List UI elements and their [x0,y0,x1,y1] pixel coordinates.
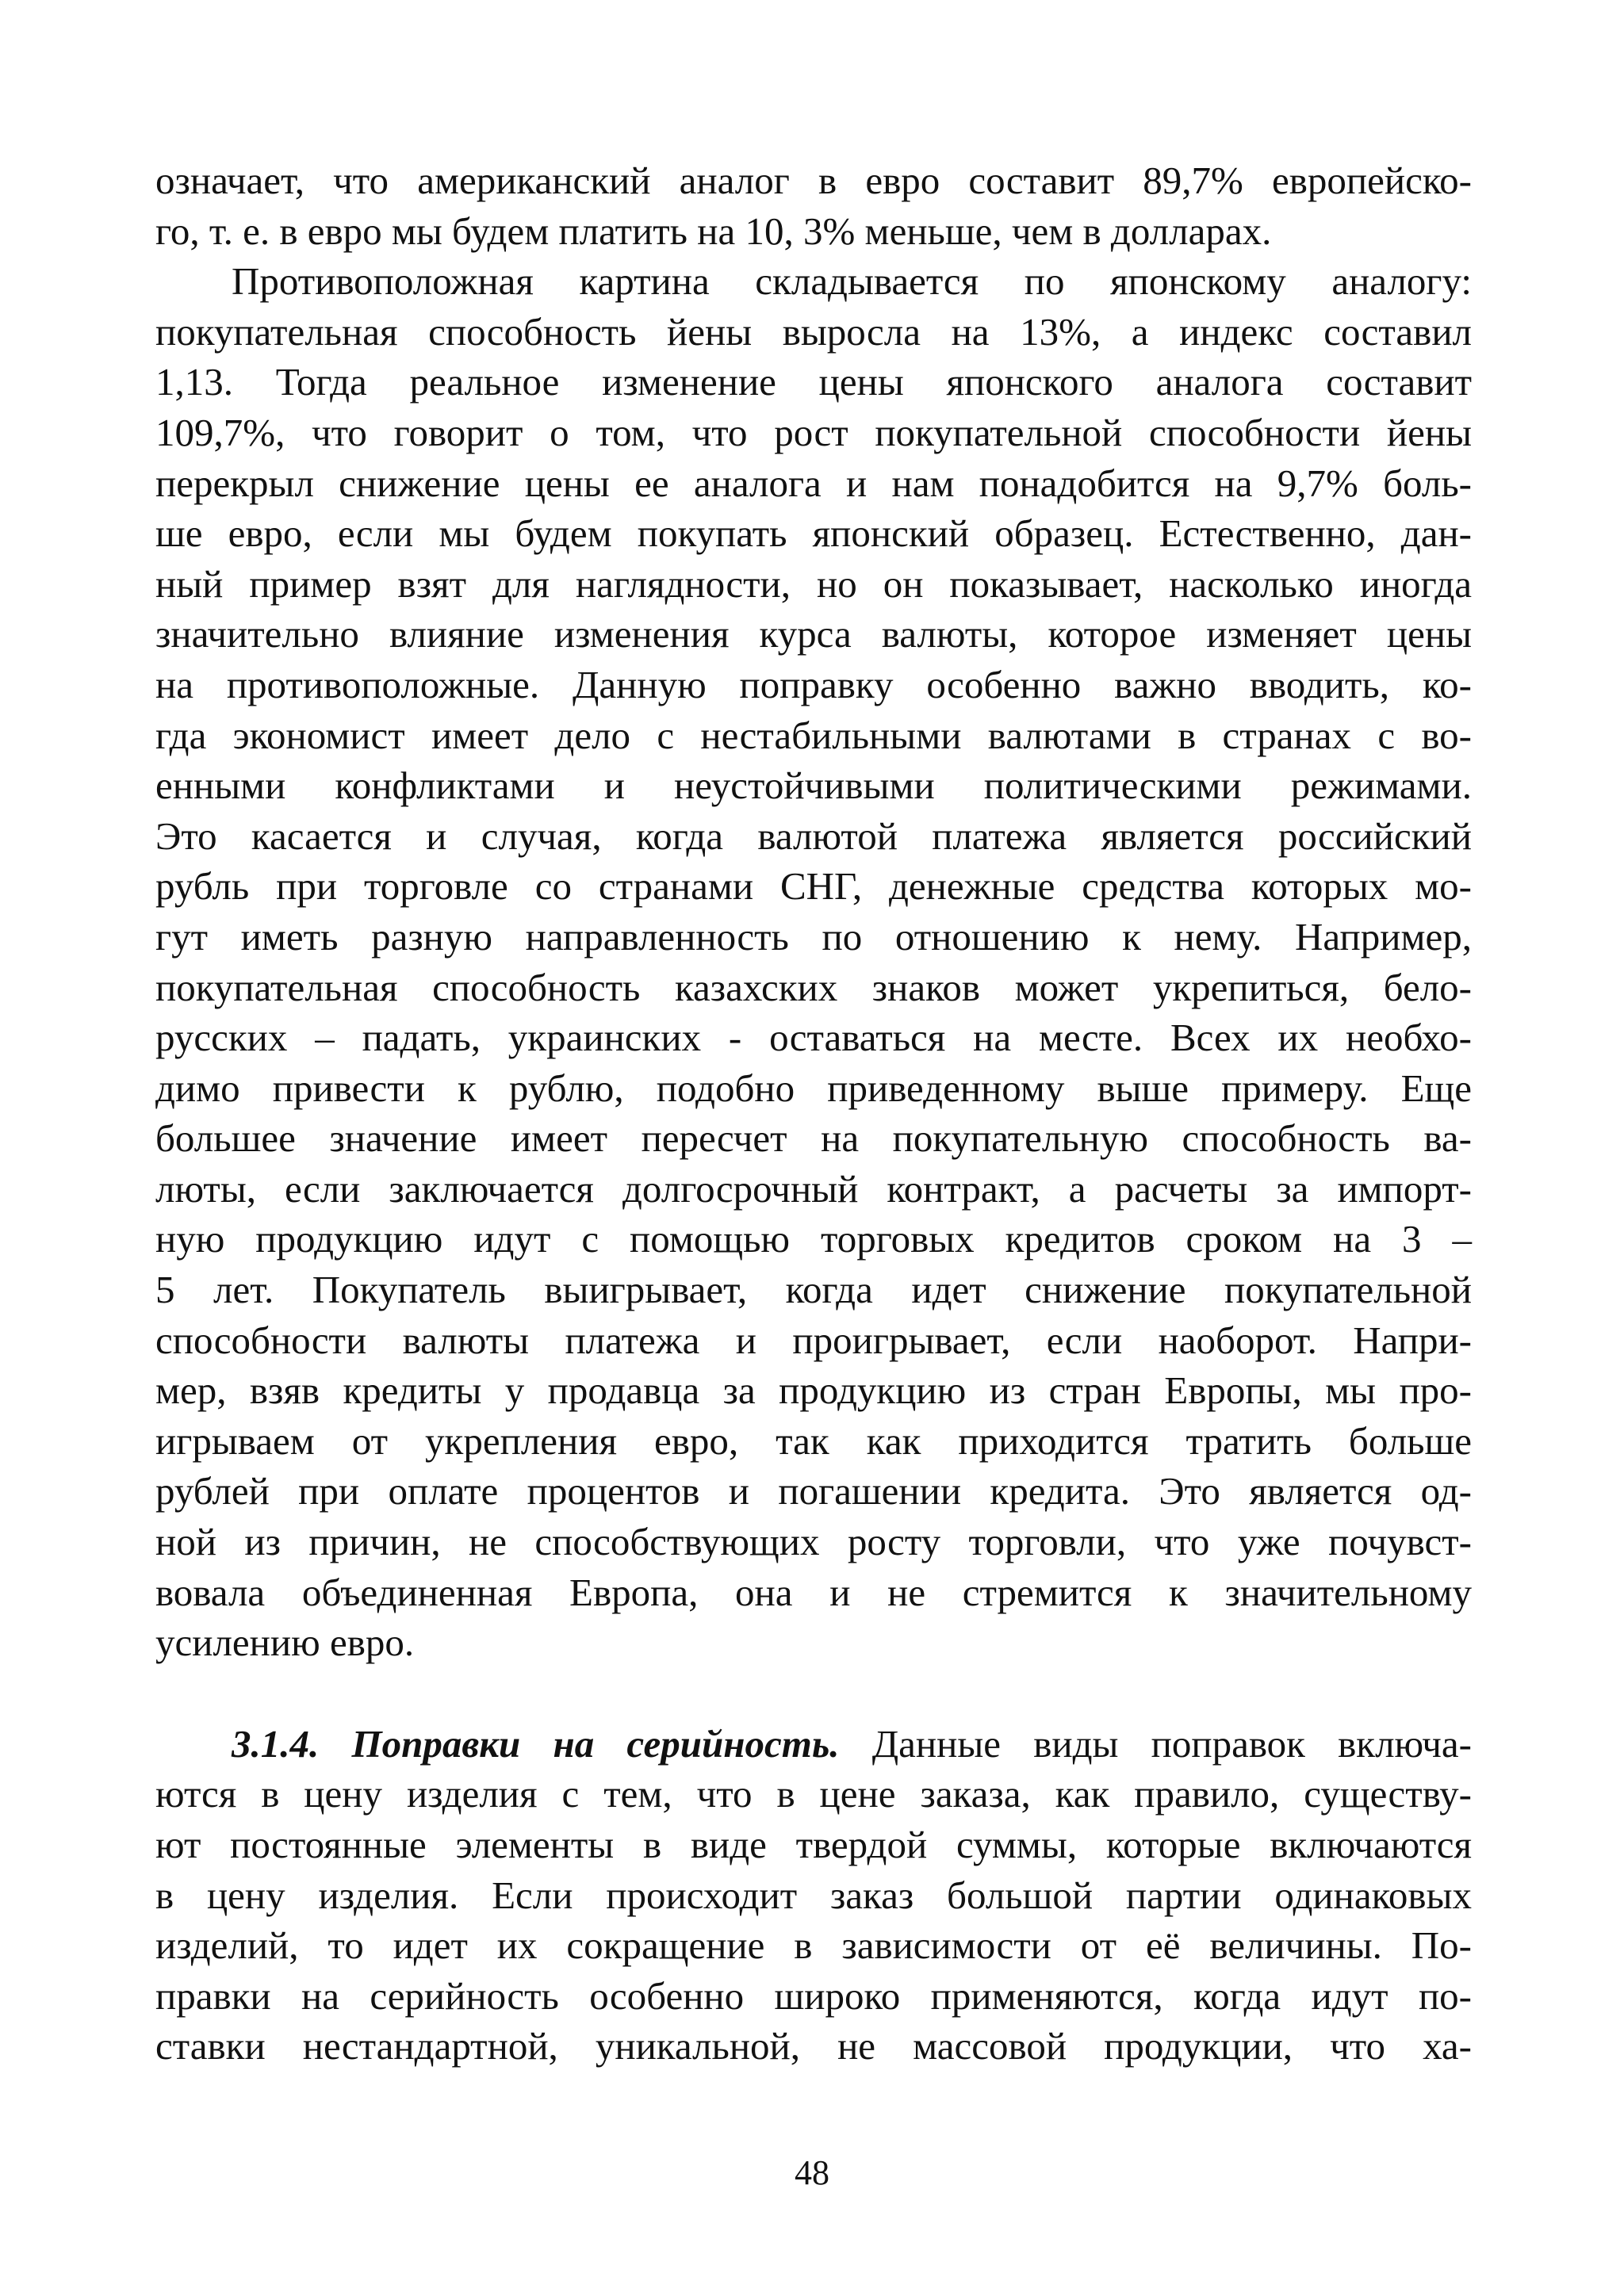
text-line: усилению евро. [155,1621,415,1665]
text-line: изделий, то идет их сокращение в зависимости от её величины. По- [155,1923,1472,1968]
text-line: ют постоянные элементы в виде твердой суммы, которые включаются [155,1823,1472,1866]
text-line: енными конфликтами и неустойчивыми политическими режимами. [155,763,1472,808]
text-line: ются в цену изделия с тем, что в цене заказа, как правило, существу- [155,1772,1472,1816]
text-line: гут иметь разную направленность по отношению к нему. Например, [155,914,1472,959]
section-first-line-text: Данные виды поправок включа- [839,1721,1472,1766]
text-line: ный пример взят для наглядности, но он показывает, насколько иногда [155,561,1472,606]
text-line: покупательная способность казахских знаков может укрепиться, бело- [155,965,1472,1009]
text-line: люты, если заключается долгосрочный контракт, а расчеты за импорт- [155,1166,1472,1211]
text-line: в цену изделия. Если происходит заказ большой партии одинаковых [155,1873,1472,1917]
text-line: 109,7%, что говорит о том, что рост покупательной способности йены [155,410,1472,454]
section-heading: 3.1.4. Поправки на серийность. [232,1721,840,1766]
paragraph-1 [155,155,1472,256]
text-line: 1,13. Тогда реальное изменение цены японского аналога составит [155,360,1472,404]
text-line: рубль при торговле со странами СНГ, денежные средства которых мо- [155,864,1472,909]
text-line: на противоположные. Данную поправку особенно важно вводить, ко- [155,662,1472,706]
text-line: правки на серийность особенно широко применяются, когда идут по- [155,1973,1472,2018]
page-number: 48 [795,2153,829,2192]
text-line: гда экономист имеет дело с нестабильными валютами в странах с во- [155,713,1472,757]
text-line: способности валюты платежа и проигрывает, если наоборот. Напри- [155,1318,1472,1362]
text-line: покупательная способность йены выросла на 13%, а индекс составил [155,309,1472,354]
text-line: ную продукцию идут с помощью торговых кредитов сроком на 3 – [155,1217,1472,1261]
text-line: большее значение имеет пересчет на покупательную способность ва- [155,1116,1472,1161]
text-line: означает, что американский аналог в евро составит 89,7% европейско- [155,159,1472,202]
text-line: русских – падать, украинских - оставаться на месте. Всех их необхо- [155,1016,1472,1060]
text-line: значительно влияние изменения курса валюты, которое изменяет цены [155,612,1472,656]
text-line: Это касается и случая, когда валютой платежа является российский [155,813,1472,858]
text-line: ше евро, если мы будем покупать японский образец. Естественно, дан- [155,511,1472,556]
text-line: 5 лет. Покупатель выигрывает, когда идет снижение покупательной [155,1268,1472,1312]
text-line: мер, взяв кредиты у продавца за продукцию из стран Европы, мы про- [155,1368,1472,1413]
text-line: игрываем от укрепления евро, так как приходится тратить больше [155,1418,1472,1463]
text-line: ставки нестандартной, уникальной, не массовой продукции, что ха- [155,2024,1472,2068]
section-3-1-4 [155,1719,1472,2072]
text-line: го, т. е. в евро мы будем платить на 10, 3% меньше, чем в долларах. [155,209,1272,253]
text-line [155,1719,1472,1770]
page-body [155,155,1472,2072]
text-line: ной из причин, не способствующих росту торговли, что уже почувст- [155,1520,1472,1564]
text-line: рублей при оплате процентов и погашении кредита. Это является од- [155,1469,1472,1513]
text-line: димо привести к рублю, подобно приведенному выше примеру. Еще [155,1066,1472,1110]
text-line: Противоположная картина складывается по японскому аналогу: [232,259,1472,304]
paragraph-2 [155,256,1472,1668]
text-line: вовала объединенная Европа, она и не стремится к значительному [155,1570,1472,1614]
text-line: перекрыл снижение цены ее аналога и нам понадобится на 9,7% боль- [155,461,1472,505]
